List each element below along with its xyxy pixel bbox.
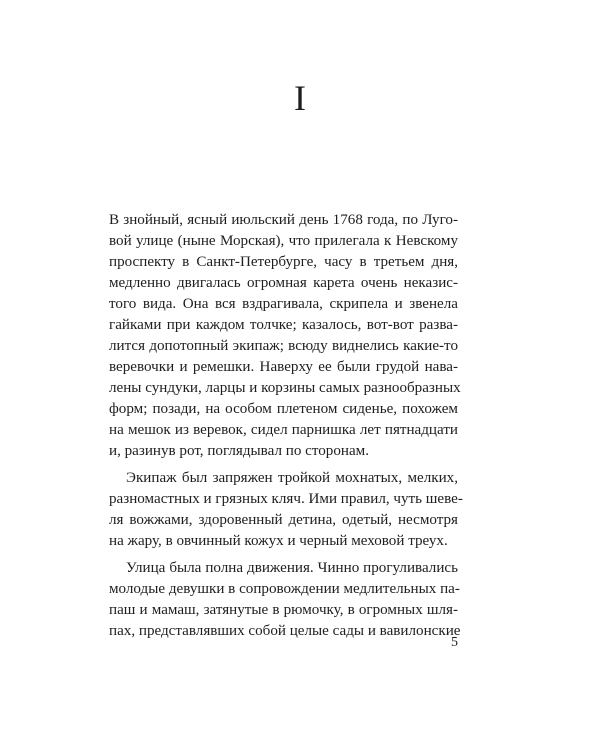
text-line: разномастных и грязных кляч. Ими правил, чуть шеве- [109,491,463,507]
text-line: лены сундуки, ларцы и корзины самых разнообразных [109,380,461,396]
text-line: ля вожжами, здоровенный детина, одетый, несмотря [109,512,458,528]
text-line: молодые девушки в сопровождении медлительных па- [109,581,460,597]
text-line: медленно двигалась огромная карета очень неказис- [109,275,458,291]
text-line: пах, представлявших собой целые сады и вавилонские [109,623,461,639]
text-line: паш и мамаш, затянутые в рюмочку, в огромных шля- [109,602,458,618]
text-line: лится допотопный экипаж; всюду виднелись какие-то [109,338,458,354]
text-line: того вида. Она вся вздрагивала, скрипела и звенела [109,296,458,312]
text-line: вой улице (ныне Морская), что прилегала к Невскому [109,233,458,249]
body-text [109,210,463,642]
text-line: Экипаж был запряжен тройкой мохнатых, мелких, [126,470,458,486]
text-line: Улица была полна движения. Чинно прогуливались [126,560,458,576]
text-line: В знойный, ясный июльский день 1768 года, по Луго- [109,212,458,228]
text-line: на мешок из веревок, сидел парнишка лет пятнадцати [109,422,458,438]
paragraph [109,210,461,462]
chapter-title: I [294,78,306,118]
paragraph [109,558,461,642]
paragraph [109,468,463,552]
text-line: гайками при каждом толчке; казалось, вот-вот разва- [109,317,458,333]
text-line: форм; позади, на особом плетеном сиденье, похожем [109,401,458,417]
text-line: на жару, в овчинный кожух и черный меховой треух. [109,533,448,549]
text-line: проспекту в Санкт-Петербурге, часу в третьем дня, [109,254,458,270]
page-number: 5 [451,635,458,650]
text-line: веревочки и ремешки. Наверху ее были грудой нава- [109,359,458,375]
text-line: и, разинув рот, поглядывал по сторонам. [109,443,369,459]
